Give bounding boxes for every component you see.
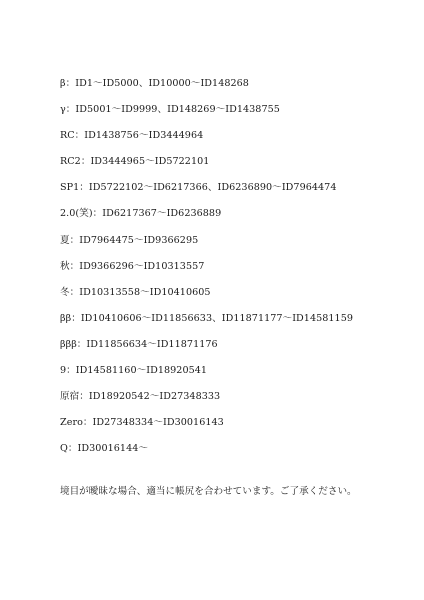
id-range-harajuku: 原宿：ID18920542～ID27348333 (60, 391, 221, 403)
id-range-rc: RC：ID1438756～ID3444964 (60, 130, 204, 142)
id-range-q: Q：ID30016144～ (60, 443, 149, 455)
id-range-rc2: RC2：ID3444965～ID5722101 (60, 156, 210, 168)
id-range-sp1: SP1：ID5722102～ID6217366、ID6236890～ID7964474 (60, 182, 337, 194)
id-range-list (60, 77, 353, 468)
id-range-beta-beta-beta: βββ：ID11856634～ID11871176 (60, 338, 218, 350)
id-range-9: 9：ID14581160～ID18920541 (60, 365, 208, 377)
id-range-gamma: γ：ID5001～ID9999、ID148269～ID1438755 (60, 104, 280, 116)
id-range-summer: 夏：ID7964475～ID9366295 (60, 234, 199, 246)
id-range-autumn: 秋：ID9366296～ID10313557 (60, 260, 205, 272)
id-range-2-0: 2.0(笑)：ID6217367～ID6236889 (60, 208, 222, 220)
id-range-zero: Zero：ID27348334～ID30016143 (60, 417, 224, 429)
id-range-beta: β：ID1～ID5000、ID10000～ID148268 (60, 78, 249, 89)
id-range-winter: 冬：ID10313558～ID10410605 (60, 286, 211, 298)
boundary-note: 境目が曖昧な場合、適当に帳尻を合わせています。ご了承ください。 (60, 485, 357, 497)
id-range-beta-beta: ββ：ID10410606～ID11856633、ID11871177～ID14581159 (60, 312, 354, 324)
